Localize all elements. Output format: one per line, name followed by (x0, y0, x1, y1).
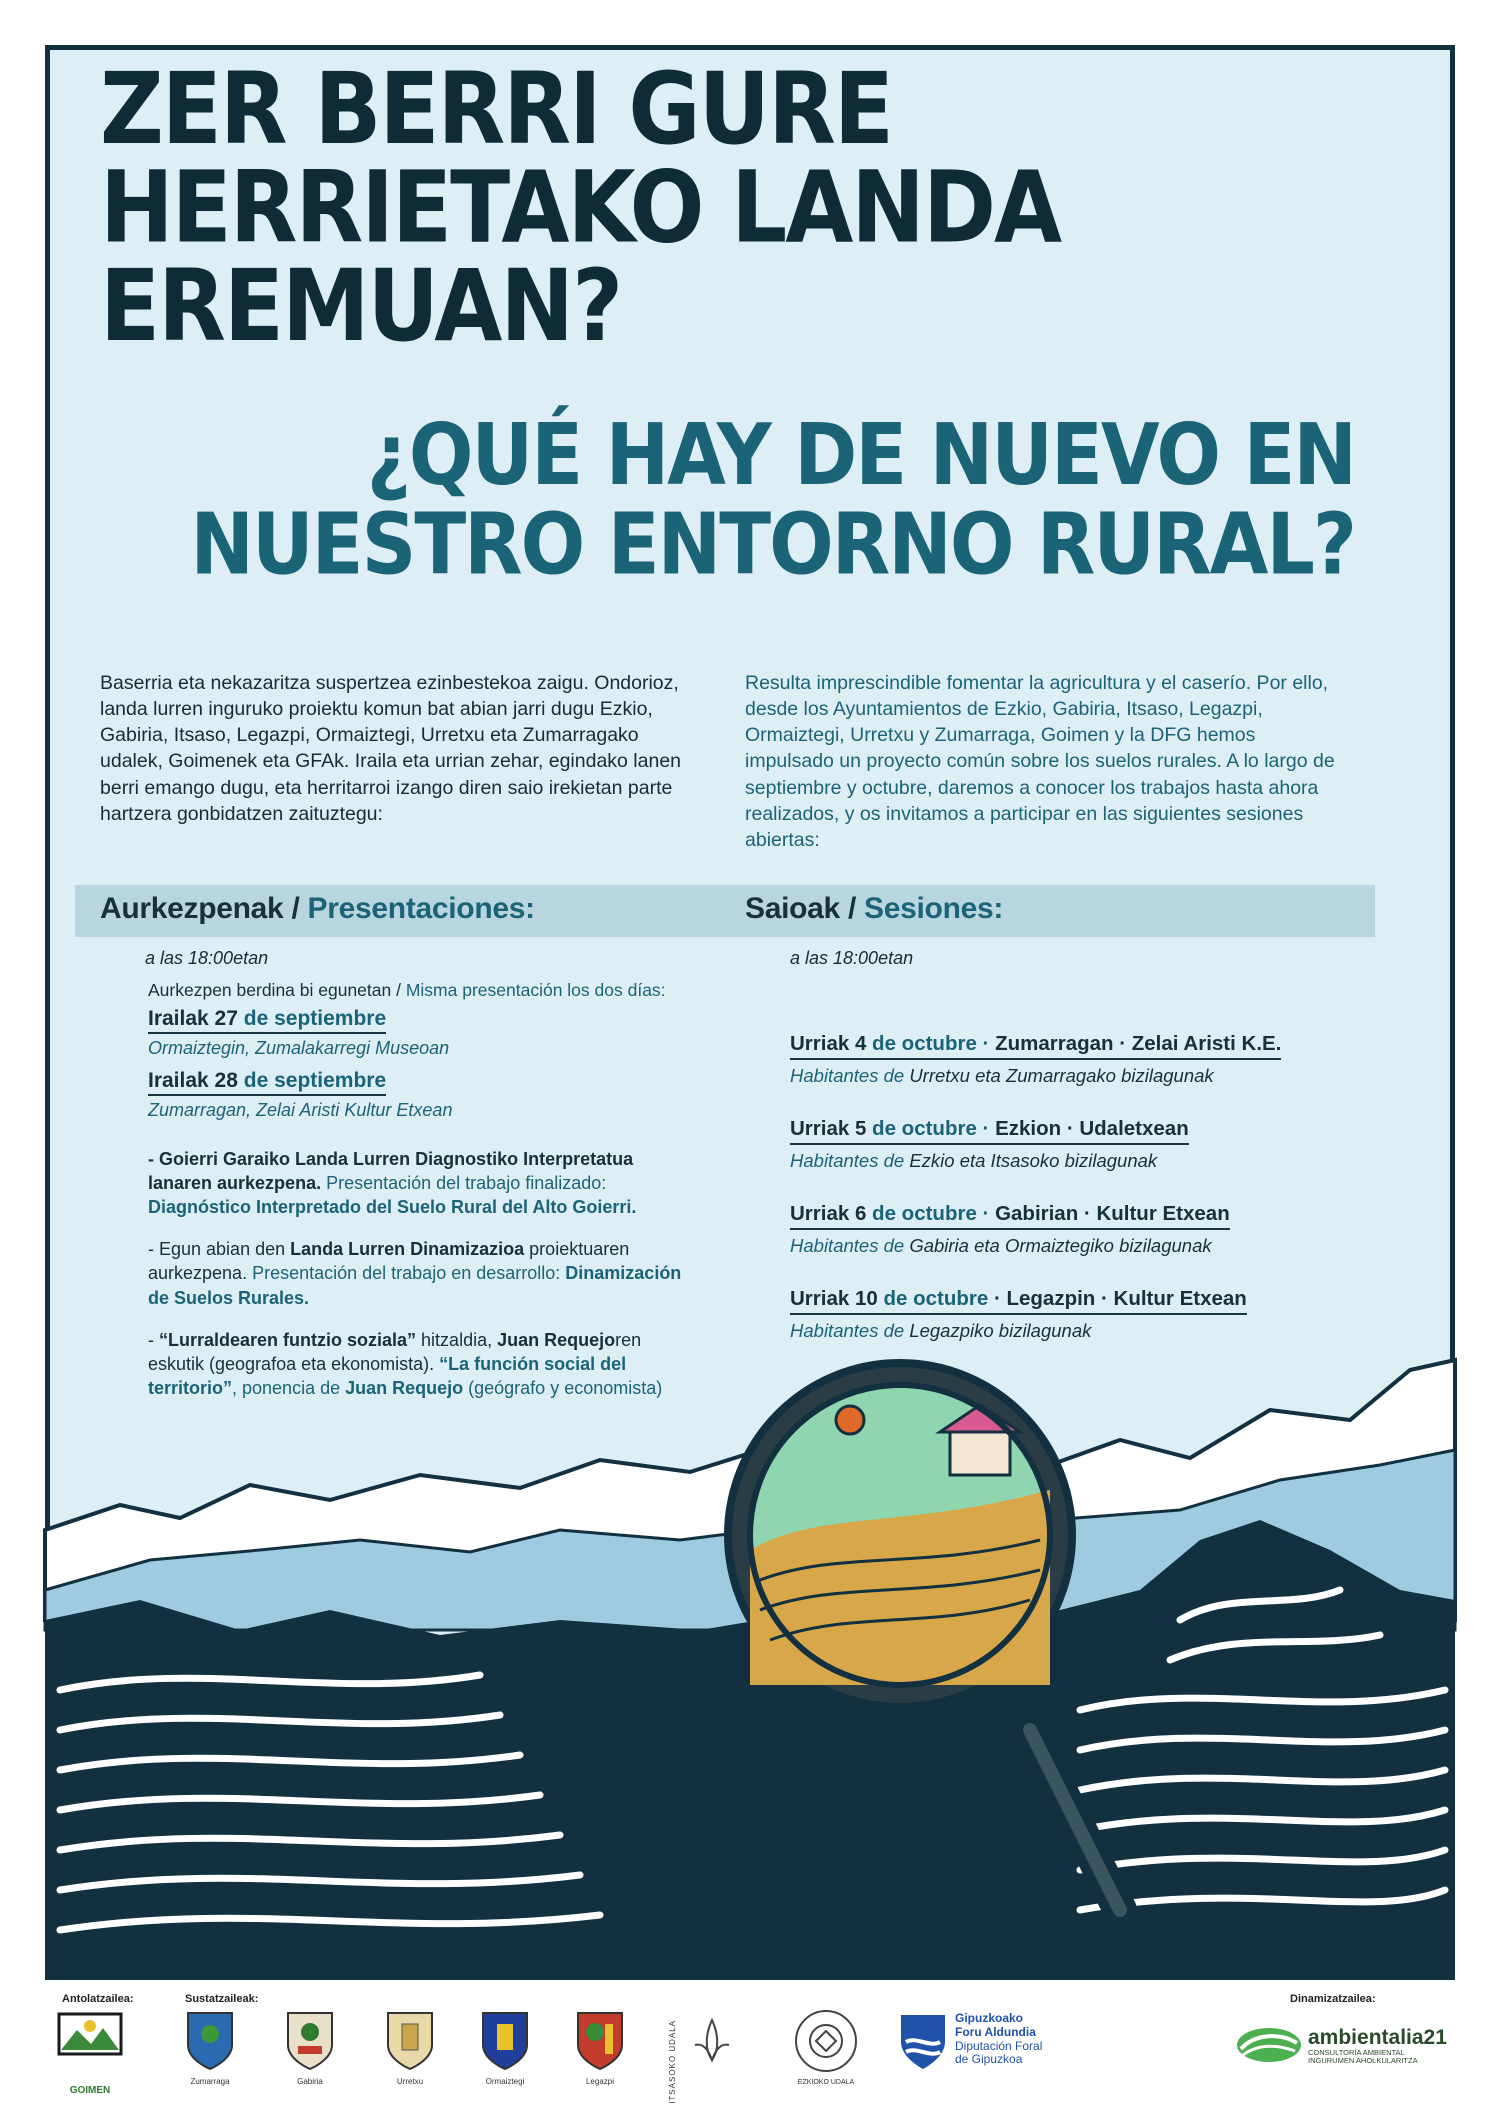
sponsors-label: Sustatzaileak: (185, 1993, 259, 2005)
gfa-logo-icon (898, 2012, 948, 2072)
sessions-title: Saioak / Sesiones: (745, 892, 1004, 925)
legazpi-shield-icon (575, 2010, 625, 2072)
urretxu-shield-icon (385, 2010, 435, 2072)
goimen-logo (55, 2010, 125, 2080)
session-4: Urriak 10 de octubre · Legazpin · Kultur Etxean Habitantes de Legazpiko bizilagunak (790, 1287, 1247, 1341)
ormaiztegi-caption: Ormaiztegi (485, 2077, 525, 2086)
ambientalia-text: ambientalia21 CONSULTORÍA AMBIENTAL INGURUMEN AHOLKULARITZA (1308, 2026, 1447, 2065)
urretxu-caption: Urretxu (396, 2077, 424, 2086)
intro-basque: Baserria eta nekazaritza suspertzea ezinbestekoa zaigu. Ondorioz, landa lurren inguruko proiektu komun bat abian jarri dugu Ezkio, Gabiria, Itsaso, Legazpi, Ormaiztegi, Urretxu eta Zumarragako udalek, Goimenek eta GFAk. Iraila eta urrian zehar, egindako lanen berri emango dugu, eta herritarroi izango diren saio irekietan parte hartzera gonbidatzen zaituztegu: (100, 672, 682, 825)
bullet-talk: - “Lurraldearen funtzio soziala” hitzaldia, Juan Requejoren eskutik (geografoa eta ekonomista). “La función social del territorio”, ponencia de Juan Requejo (geógrafo y economista) (148, 1329, 663, 1398)
bullet-diagnostic: - Goierri Garaiko Landa Lurren Diagnostiko Interpretatua lanaren aurkezpena. Presentación del trabajo finalizado: Diagnóstico Interpretado del Suelo Rural del Alto Goierri. (148, 1149, 637, 1218)
zumarraga-shield-icon (185, 2010, 235, 2072)
gfa-text: Gipuzkoako Foru Aldundia Diputación Foral de Gipuzkoa (955, 2011, 1043, 2067)
presentation-date-2: Irailak 28 de septiembre (148, 1069, 386, 1096)
intro-spanish: Resulta imprescindible fomentar la agricultura y el caserío. Por ello, desde los Ayuntamientos de Ezkio, Gabiria, Itsaso, Legazpi, Ormaiztegi, Urretxu y Zumarraga, Goimen y la DFG hemos impulsado un proyecto común sobre los suelos rurales. A lo largo de septiembre y octubre, daremos a conocer los trabajos hasta ahora realizados, y os invitamos a participar en las siguientes sesiones abiertas: (745, 672, 1335, 851)
dynamizer-label: Dinamizatzailea: (1290, 1993, 1376, 2005)
session-2: Urriak 5 de octubre · Ezkion · Udaletxean Habitantes de Ezkio eta Itsasoko bizilagunak (790, 1117, 1189, 1171)
presentation-place-2: Zumarragan, Zelai Aristi Kultur Etxean (148, 1100, 453, 1120)
presentations-time: a las 18:00etan (145, 948, 269, 968)
title-basque: ZER BERRI GURE HERRIETAKO LANDA EREMUAN? (100, 51, 1061, 364)
ezkio-caption: EZKIOKO UDALA (797, 2079, 855, 2086)
legazpi-caption: Legazpi (585, 2077, 615, 2086)
same-presentation-note: Aurkezpen berdina bi egunetan / Misma presentación los dos días: (148, 980, 666, 1000)
landscape-illustration (0, 1290, 1500, 1980)
itsaso-caption: ITSASOKO UDALA (668, 2020, 677, 2104)
zumarraga-caption: Zumarraga (190, 2077, 230, 2086)
itsaso-emblem-icon (675, 2005, 750, 2080)
ezkio-emblem-icon (790, 2005, 862, 2077)
presentation-place-1: Ormaiztegin, Zumalakarregi Museoan (148, 1038, 450, 1058)
gabiria-caption: Gabiria (297, 2077, 323, 2086)
organizer-label: Antolatzailea: (62, 1993, 134, 2005)
goimen-text: GOIMEN (69, 2085, 111, 2096)
bullet-dynamization: - Egun abian den Landa Lurren Dinamizazioa proiektuaren aurkezpena. Presentación del trabajo en desarrollo: Dinamización de Suelos Rurales. (148, 1239, 682, 1308)
title-spanish: ¿QUÉ HAY DE NUEVO EN NUESTRO ENTORNO RURAL? (190, 404, 1355, 594)
session-3: Urriak 6 de octubre · Gabirian · Kultur Etxean Habitantes de Gabiria eta Ormaiztegiko bizilagunak (790, 1202, 1230, 1256)
gabiria-shield-icon (285, 2010, 335, 2072)
sessions-time: a las 18:00etan (790, 948, 914, 968)
ambientalia-leaf-icon (1235, 2025, 1303, 2065)
presentations-title: Aurkezpenak / Presentaciones: (100, 892, 535, 925)
presentation-date-1: Irailak 27 de septiembre (148, 1007, 386, 1034)
session-1: Urriak 4 de octubre · Zumarragan · Zelai Aristi K.E. Habitantes de Urretxu eta Zumarragako bizilagunak (790, 1032, 1282, 1086)
ormaiztegi-shield-icon (480, 2010, 530, 2072)
